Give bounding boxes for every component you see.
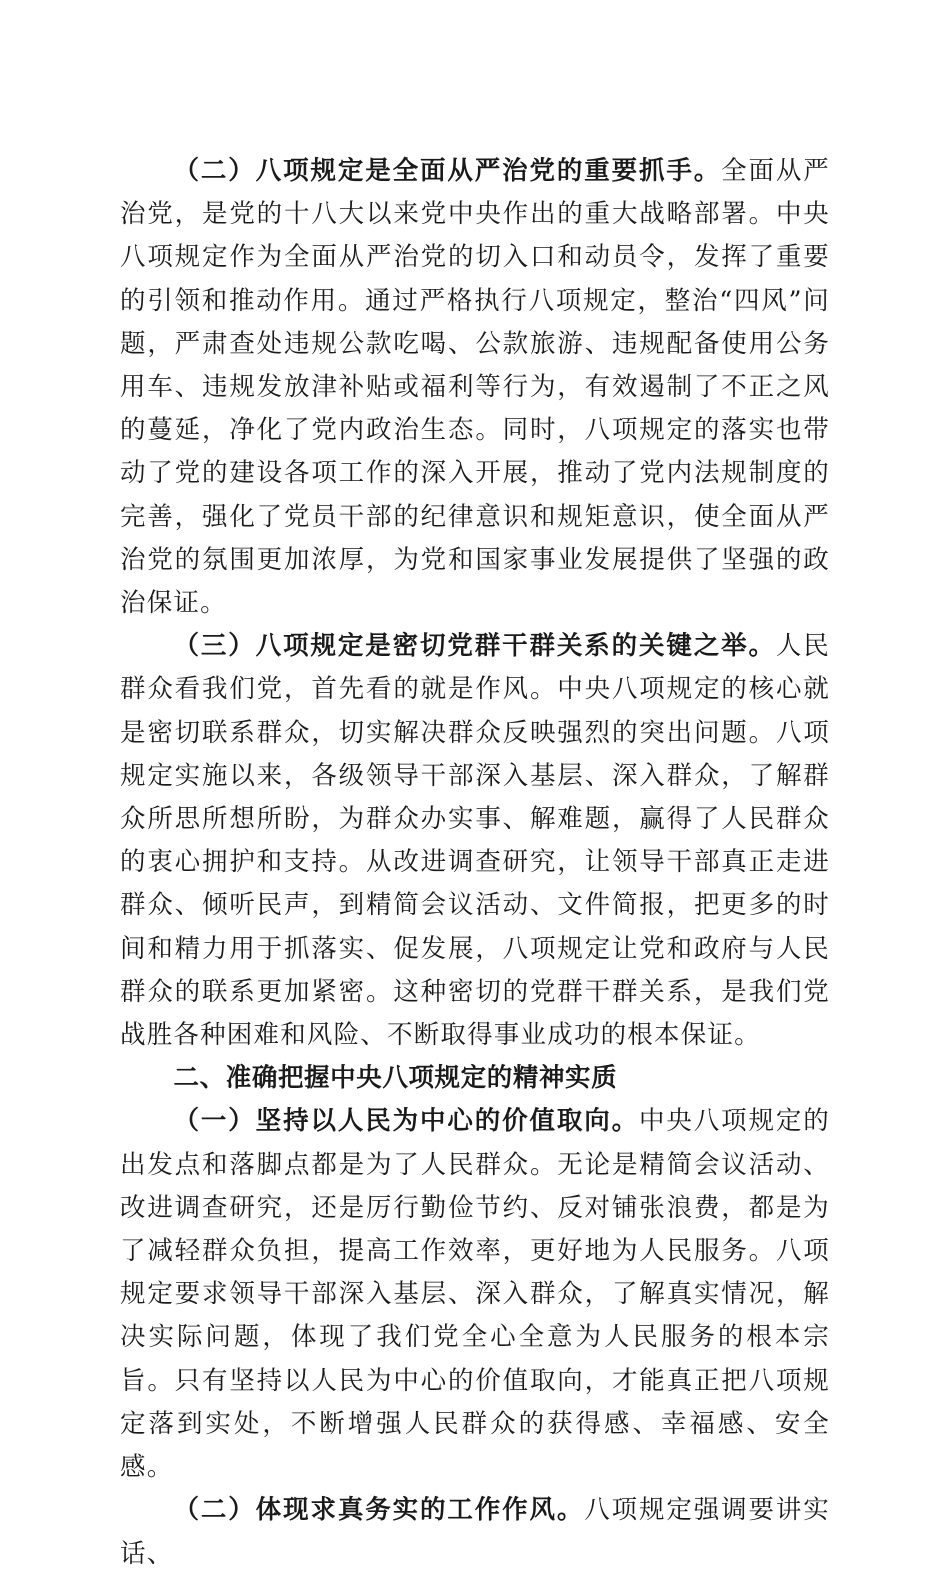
paragraph-text: 人民群众看我们党，首先看的就是作风。中央八项规定的核心就是密切联系群众，切实解决群众反映强烈的突出问题。八项规定实施以来，各级领导干部深入基层、深入群众，了解群众所思所想所盼，为群众办实事、解难题，赢得了人民群众的衷心拥护和支持。从改进调查研究，让领导干部真正走进群众、倾听民声，到精简会议活动、文件简报，把更多的时间和精力用于抓落实、促发展，八项规定让党和政府与人民群众的联系更加紧密。这种密切的党群干群关系，是我们党战胜各种困难和风险、不断取得事业成功的根本保证。 [120, 631, 831, 1051]
paragraph-text: 中央八项规定的出发点和落脚点都是为了人民群众。无论是精简会议活动、改进调查研究，还是厉行勤俭节约、反对铺张浪费，都是为了减轻群众负担，提高工作效率，更好地为人民服务。八项规定要求领导干部深入基层、深入群众，了解真实情况，解决实际问题，体现了我们党全心全意为人民服务的根本宗旨。只有坚持以人民为中心的价值取向，才能真正把八项规定落到实处，不断增强人民群众的获得感、幸福感、安全感。 [120, 1106, 830, 1483]
paragraph-lead: （一）坚持以人民为中心的价值取向。 [173, 1106, 640, 1137]
paragraph-lead: （二）体现求真务实的工作作风。 [173, 1495, 585, 1526]
paragraph-text: 八项规定强调要讲实话、 [120, 1495, 830, 1569]
paragraph-people-centered [120, 1100, 830, 1489]
paragraph-text: 全面从严治党，是党的十八大以来党中央作出的重大战略部署。中央八项规定作为全面从严治党的切入口和动员令，发挥了重要的引领和推动作用。通过严格执行八项规定，整治“四风”问题，严肃查处违规公款吃喝、公款旅游、违规配备使用公务用车、违规发放津补贴或福利等行为，有效遏制了不正之风的蔓延，净化了党内政治生态。同时，八项规定的落实也带动了党的建设各项工作的深入开展，推动了党内法规制度的完善，强化了党员干部的纪律意识和规矩意识，使全面从严治党的氛围更加浓厚，为党和国家事业发展提供了坚强的政治保证。 [120, 156, 830, 619]
document-body [120, 150, 830, 1576]
paragraph-party-masses-relations [120, 625, 830, 1057]
paragraph-strict-governance [120, 150, 830, 625]
paragraph-practical-style [120, 1489, 830, 1575]
paragraph-lead: （三）八项规定是密切党群干群关系的关键之举。 [173, 631, 776, 662]
paragraph-lead: （二）八项规定是全面从严治党的重要抓手。 [173, 156, 722, 186]
section-heading: 二、准确把握中央八项规定的精神实质 [173, 1063, 618, 1094]
